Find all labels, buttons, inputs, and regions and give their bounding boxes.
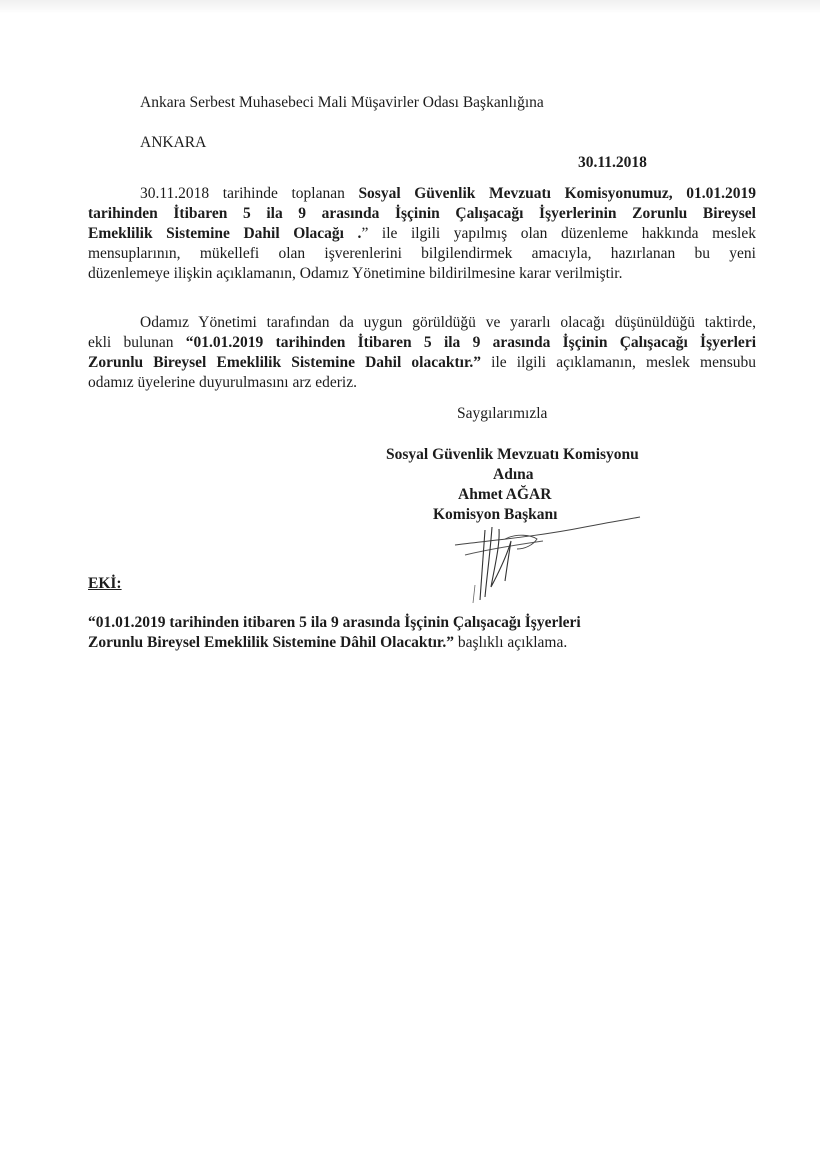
city-line: ANKARA [140, 134, 207, 151]
signature-stroke [455, 517, 640, 545]
paragraph-line: odamız üyelerine duyurulmasını arz ederiz. [88, 374, 357, 391]
paragraph-line: Odamız Yönetimi tarafından da uygun görüldüğü ve yararlı olacağı düşünüldüğü taktirde, [140, 314, 756, 331]
paragraph-line: düzenlemeye ilişkin açıklamanın, Odamız Yönetimine bildirilmesine karar verilmiştir. [88, 265, 623, 282]
closing-regards: Saygılarımızla [457, 405, 548, 422]
paragraph-line: ekli bulunan “01.01.2019 tarihinden İtibaren 5 ila 9 arasında İşçinin Çalışacağı İşyerleri [88, 334, 757, 351]
attachment-line: Zorunlu Bireysel Emeklilik Sistemine Dâhil Olacaktır.” başlıklı açıklama. [88, 634, 568, 651]
paragraph-line: tarihinden İtibaren 5 ila 9 arasında İşçinin Çalışacağı İşyerlerinin Zorunlu Bireysel [88, 205, 756, 222]
document-date: 30.11.2018 [578, 154, 647, 171]
signature-stroke [473, 585, 475, 603]
signatory-title: Komisyon Başkanı [433, 506, 558, 523]
paragraph-line: Emeklilik Sistemine Dahil Olacağı .” ile ilgili yapılmış olan düzenleme hakkında meslek [88, 225, 756, 242]
paragraph-line: 30.11.2018 tarihinde toplanan Sosyal Güvenlik Mevzuatı Komisyonumuz, 01.01.2019 [140, 185, 757, 202]
recipient-line: Ankara Serbest Muhasebeci Mali Müşavirler Odası Başkanlığına [140, 94, 544, 111]
signature-stroke [480, 530, 485, 600]
paragraph-request [88, 313, 756, 393]
attachment-label: EKİ: [88, 575, 122, 592]
handwritten-signature [445, 515, 645, 605]
paragraph-line: mensuplarının, mükellefi olan işverenlerini bilgilendirmek amacıyla, hazırlanan bu yeni [88, 245, 756, 262]
attachment-line: “01.01.2019 tarihinden itibaren 5 ila 9 arasında İşçinin Çalışacağı İşyerleri [88, 614, 581, 631]
paragraph-line: Zorunlu Bireysel Emeklilik Sistemine Dahil olacaktır.” ile ilgili açıklamanın, meslek mensubu [88, 354, 756, 371]
attachment-description [88, 613, 581, 653]
committee-name: Sosyal Güvenlik Mevzuatı Komisyonu [386, 446, 639, 463]
scan-edge-shadow [0, 0, 820, 14]
paragraph-decision [88, 184, 756, 284]
signature-stroke [465, 541, 543, 555]
on-behalf-label: Adına [493, 466, 534, 483]
signatory-name: Ahmet AĞAR [458, 486, 552, 503]
